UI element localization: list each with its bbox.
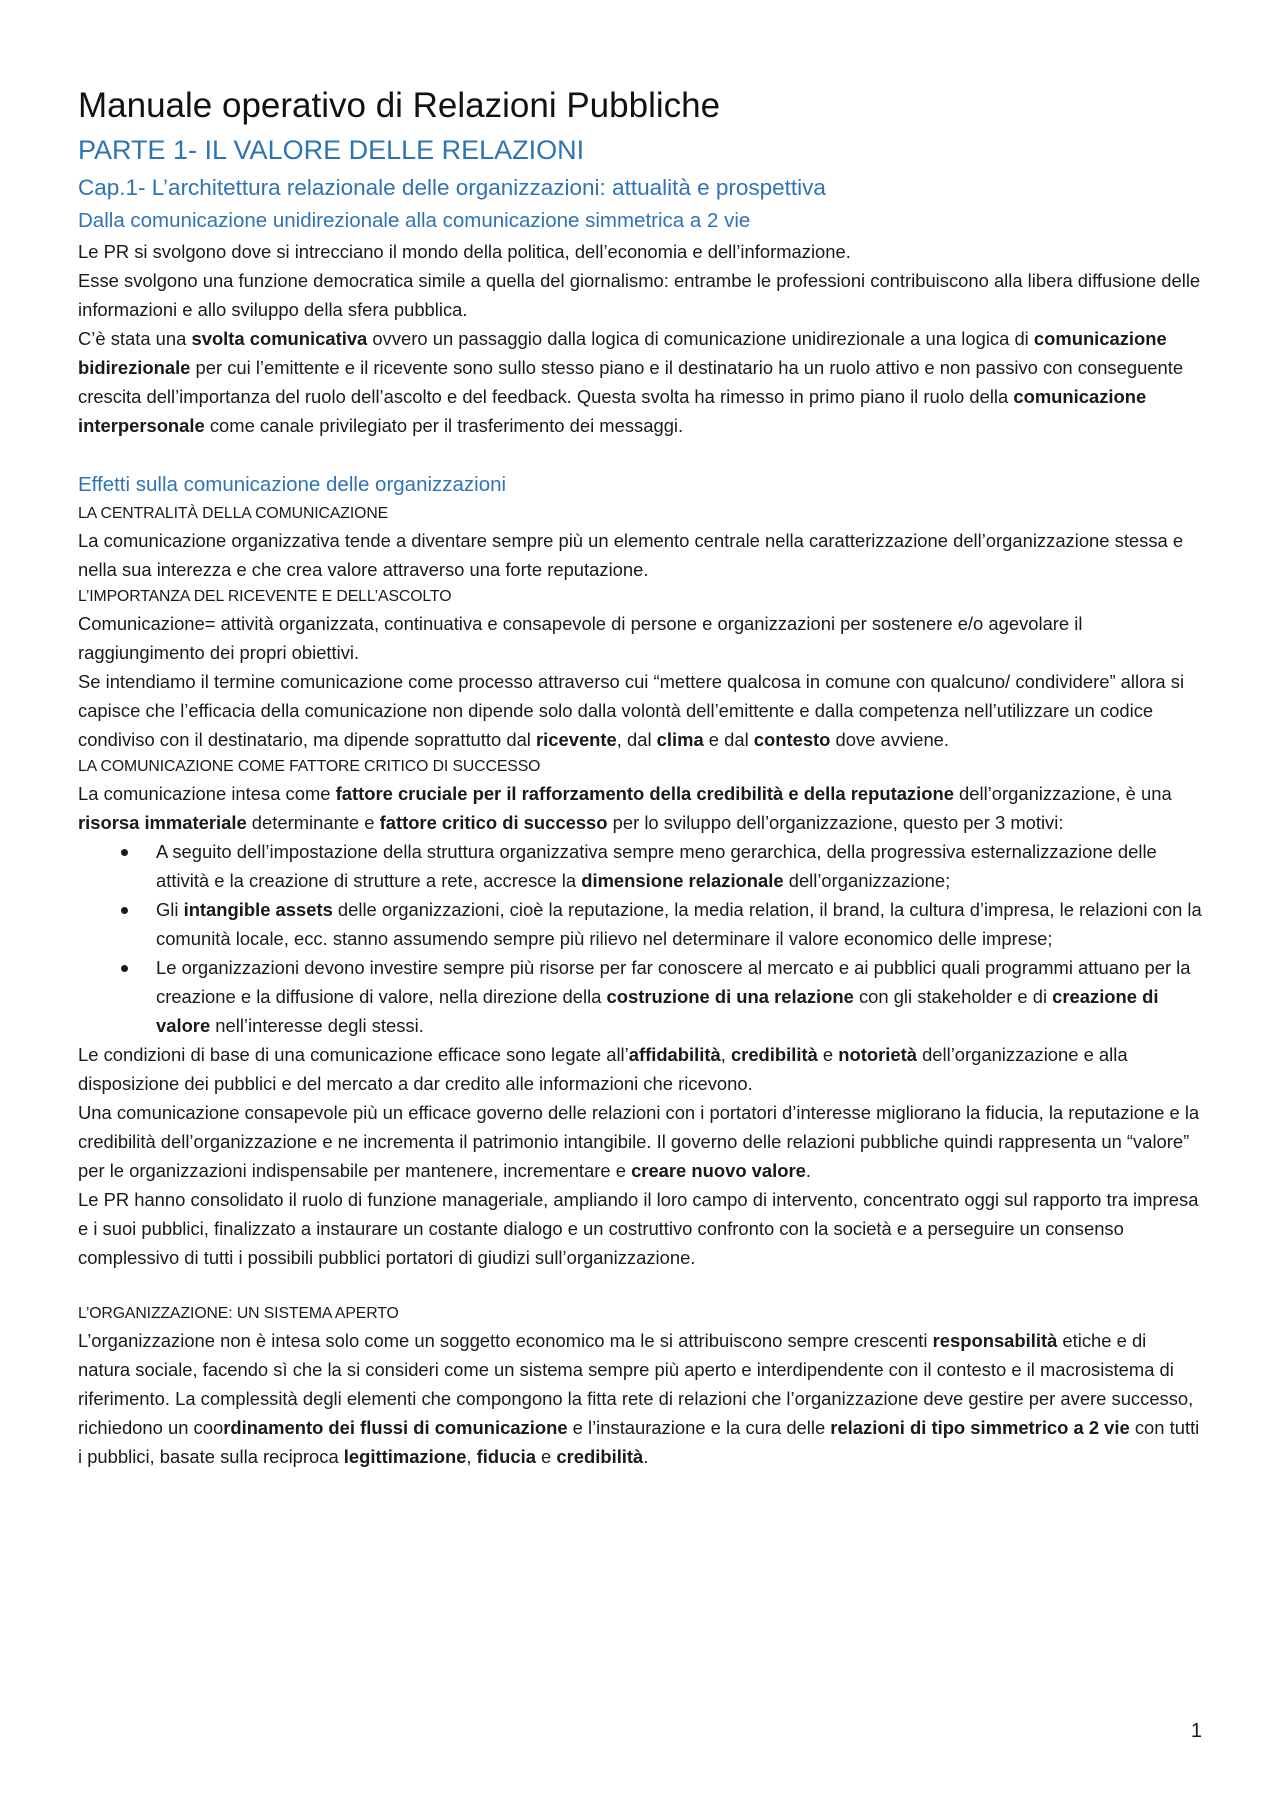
paragraph: Se intendiamo il termine comunicazione come processo attraverso cui “mettere qualcosa in comune con qualcuno/ condividere” allora si capisce che l’efficacia della comunicazione non dipende solo dalla volontà dell’emittente e dalla competenza nell’utilizzare un codice condiviso con il destinatario, ma dipende soprattutto dal ricevente, dal clima e dal contesto dove avviene. [78, 671, 1185, 750]
bold-term: svolta comunicativa [191, 328, 368, 349]
subsection-title: LA CENTRALITÀ DELLA COMUNICAZIONE [78, 505, 389, 522]
paragraph: L’organizzazione non è intesa solo come un soggetto economico ma le si attribuiscono sempre crescenti responsabilità etiche e di natura sociale, facendo sì che la si consideri come un sistema sempre più aperto e interdipendente con il contesto e il macrosistema di riferimento. La complessità degli elementi che compongono la fitta rete di relazioni che l’organizzazione deve gestire per avere successo, richiedono un coordinamento dei flussi di comunicazione e l’instaurazione e la cura delle relazioni di tipo simmetrico a 2 vie con tutti i pubblici, basate sulla reciproca legittimazione, fiducia e credibilità. [78, 1330, 1200, 1467]
document-title: Manuale operativo di Relazioni Pubbliche [78, 86, 721, 125]
paragraph: Comunicazione= attività organizzata, continuativa e consapevole di persone e organizzazioni per sostenere e/o agevolare il raggiungimento dei propri obiettivi. [78, 613, 1083, 663]
bold-term: fattore cruciale per il rafforzamento della credibilità e della reputazione [335, 783, 954, 804]
bold-term: risorsa immateriale [78, 812, 247, 833]
bold-term: rdinamento dei flussi di comunicazione [223, 1417, 568, 1438]
bold-term: responsabilità [932, 1330, 1058, 1351]
chapter-heading: Cap.1- L’architettura relazionale delle organizzazioni: attualità e prospettiva [78, 175, 826, 200]
paragraph: Le PR si svolgono dove si intrecciano il mondo della politica, dell’economia e dell’informazione. [78, 241, 851, 262]
paragraph: Le condizioni di base di una comunicazione efficace sono legate all’affidabilità, credibilità e notorietà dell’organizzazione e alla disposizione dei pubblici e del mercato a dar credito alle informazioni che ricevono. [78, 1044, 1128, 1094]
bold-term: legittimazione [343, 1446, 467, 1467]
bold-term: creazione di valore [156, 986, 1159, 1036]
paragraph: C’è stata una svolta comunicativa ovvero un passaggio dalla logica di comunicazione unidirezionale a una logica di comunicazione bidirezionale per cui l’emittente e il ricevente sono sullo stesso piano e il destinatario ha un ruolo attivo e non passivo con conseguente crescita dell’importanza del ruolo dell’ascolto e del feedback. Questa svolta ha rimesso in primo piano il ruolo della comunicazione interpersonale come canale privilegiato per il trasferimento dei messaggi. [78, 328, 1184, 436]
bold-term: fiducia [476, 1446, 536, 1467]
part-heading: PARTE 1- IL VALORE DELLE RELAZIONI [78, 135, 585, 165]
bold-term: notorietà [838, 1044, 917, 1065]
bold-term: comunicazione bidirezionale [78, 328, 1167, 378]
bold-term: creare nuovo valore [631, 1160, 806, 1181]
bold-term: credibilità [556, 1446, 644, 1467]
bold-term: clima [656, 729, 704, 750]
bold-term: dimensione relazionale [581, 870, 784, 891]
paragraph: Le PR hanno consolidato il ruolo di funzione manageriale, ampliando il loro campo di intervento, concentrato oggi sul rapporto tra impresa e i suoi pubblici, finalizzato a instaurare un costante dialogo e un costruttivo confronto con la società e a perseguire un consenso complessivo di tutti i possibili pubblici portatori di giudizi sull’organizzazione. [78, 1189, 1199, 1268]
bold-term: affidabilità [628, 1044, 721, 1065]
section-heading-communication: Dalla comunicazione unidirezionale alla comunicazione simmetrica a 2 vie [78, 209, 751, 232]
page-number: 1 [1190, 1720, 1202, 1742]
list-item: A seguito dell’impostazione della struttura organizzativa sempre meno gerarchica, della progressiva esternalizzazione delle attività e la creazione di strutture a rete, accresce la dimensione relazionale dell’organizzazione; [156, 837, 1202, 895]
paragraph: La comunicazione organizzativa tende a diventare sempre più un elemento centrale nella caratterizzazione dell’organizzazione stessa e nella sua interezza e che crea valore attraverso una forte reputazione. [78, 530, 1184, 580]
bold-term: credibilità [730, 1044, 818, 1065]
paragraph: La comunicazione intesa come fattore cruciale per il rafforzamento della credibilità e della reputazione dell’organizzazione, è una risorsa immateriale determinante e fattore critico di successo per lo sviluppo dell’organizzazione, questo per 3 motivi: [78, 783, 1172, 833]
bold-term: contesto [753, 729, 831, 750]
list-item: Le organizzazioni devono investire sempre più risorse per far conoscere al mercato e ai pubblici quali programmi attuano per la creazione e la diffusione di valore, nella direzione della costruzione di una relazione con gli stakeholder e di creazione di valore nell’interesse degli stessi. [156, 953, 1202, 1040]
bullet-list [78, 837, 1202, 1040]
subsection-title: L’ORGANIZZAZIONE: UN SISTEMA APERTO [78, 1305, 399, 1322]
subsection-title: L’IMPORTANZA DEL RICEVENTE E DELL’ASCOLTO [78, 588, 452, 605]
bold-term: comunicazione interpersonale [78, 386, 1147, 436]
bold-term: intangible assets [183, 899, 333, 920]
bold-term: fattore critico di successo [379, 812, 608, 833]
bold-term: costruzione di una relazione [606, 986, 854, 1007]
paragraph: Una comunicazione consapevole più un efficace governo delle relazioni con i portatori d’interesse migliorano la fiducia, la reputazione e la credibilità dell’organizzazione e ne incrementa il patrimonio intangibile. Il governo delle relazioni pubbliche quindi rappresenta un “valore” per le organizzazioni indispensabile per mantenere, incrementare e creare nuovo valore. [78, 1102, 1200, 1181]
bold-term: ricevente [536, 729, 617, 750]
subsection-title: LA COMUNICAZIONE COME FATTORE CRITICO DI SUCCESSO [78, 758, 541, 775]
bold-term: relazioni di tipo simmetrico a 2 vie [830, 1417, 1130, 1438]
paragraph: Esse svolgono una funzione democratica simile a quella del giornalismo: entrambe le professioni contribuiscono alla libera diffusione delle informazioni e allo sviluppo della sfera pubblica. [78, 270, 1201, 320]
section-heading-effects: Effetti sulla comunicazione delle organizzazioni [78, 473, 507, 496]
list-item: Gli intangible assets delle organizzazioni, cioè la reputazione, la media relation, il brand, la cultura d’impresa, le relazioni con la comunità locale, ecc. stanno assumendo sempre più rilievo nel determinare il valore economico delle imprese; [156, 895, 1202, 953]
